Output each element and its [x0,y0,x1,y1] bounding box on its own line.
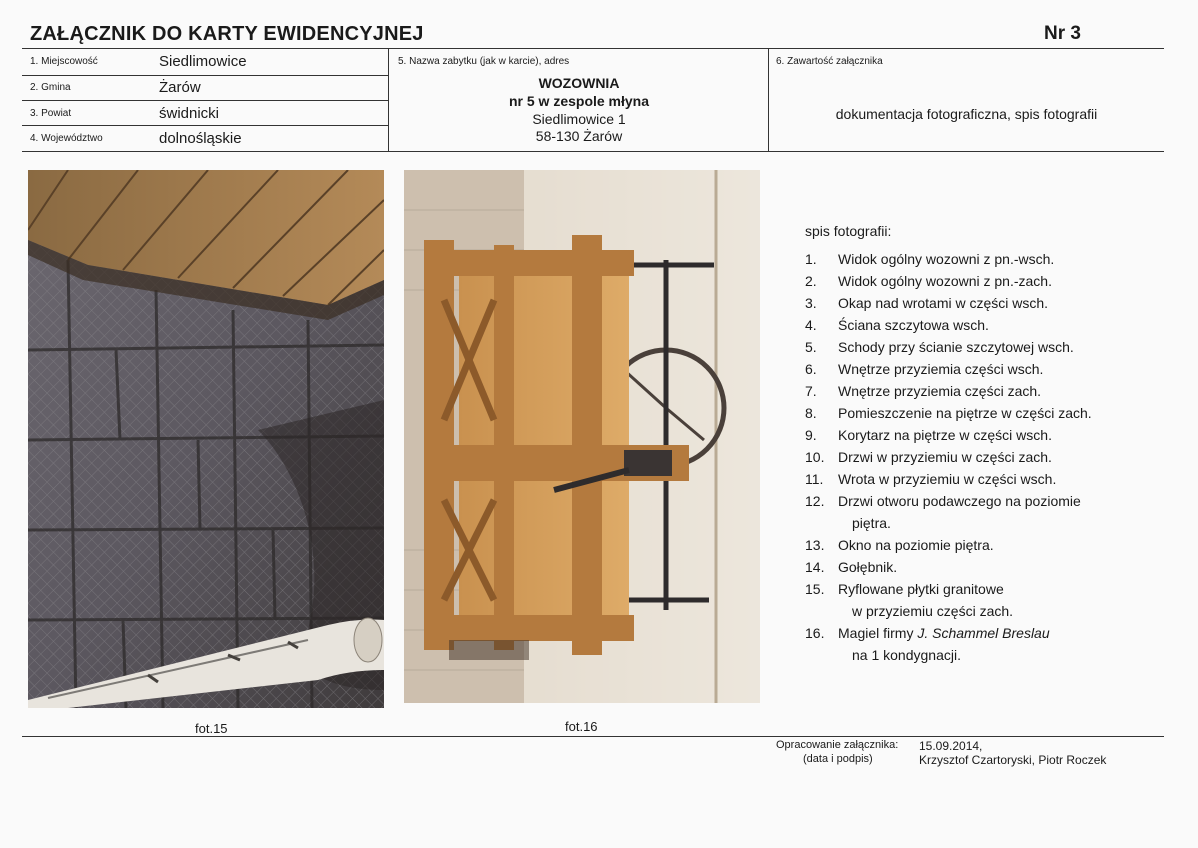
photo-list-text [838,314,1127,336]
field-value-locality: Siedlimowice [159,53,247,70]
photo-list-text [838,578,1127,622]
field-label-voivodeship: 4. Województwo [30,133,103,144]
contents-label: 6. Zawartość załącznika [776,56,883,67]
photo-list-continuation: w przyziemiu części zach. [852,603,1014,619]
photo-list-text [838,468,1127,490]
photo-list-item [805,468,1127,490]
photo-list-text [838,622,1127,666]
photo-list-description: Wnętrze przyziemia części wsch. [838,361,1044,377]
photo-list-item [805,490,1127,534]
field-label-county: 3. Powiat [30,108,72,119]
photo-list-description: Ryflowane płytki granitowe [838,581,1004,597]
row-rule [22,75,388,76]
photo-list-number: 11. [805,471,824,487]
photo-list-text [838,380,1127,402]
document-title: ZAŁĄCZNIK DO KARTY EWIDENCYJNEJ [30,23,424,45]
photo-list-description: Okno na poziomie piętra. [838,537,994,553]
field-value-county: świdnicki [159,105,220,122]
photo-list-heading: spis fotografii: [805,223,892,239]
photo-list-text [838,292,1127,314]
photo-list-description: Magiel firmy [838,625,918,641]
photo-list-number: 13. [805,537,825,553]
monument-city: 58-130 Żarów [535,128,623,144]
photo-list-text [838,534,1127,556]
photo-list-item [805,358,1127,380]
photo-list-item [805,622,1127,666]
photo-list-item [805,292,1127,314]
photo-list-text [838,270,1127,292]
row-rule [22,100,388,101]
photo-list-item [805,424,1127,446]
photo-list-number: 7. [805,383,817,399]
top-rule [22,48,1164,49]
prepared-authors: Krzysztof Czartoryski, Piotr Roczek [919,753,1107,767]
photo-list-description: Okap nad wrotami w części wsch. [838,295,1049,311]
photo-list-item [805,556,1127,578]
photo-caption: fot.15 [195,721,228,736]
photo-list-number: 6. [805,361,817,377]
photo-list-description: Drzwi otworu podawczego na poziomie [838,493,1081,509]
photo-list-number: 4. [805,317,817,333]
monument-label: 5. Nazwa zabytku (jak w karcie), adres [398,56,570,67]
photo-list-description: Schody przy ścianie szczytowej wsch. [838,339,1074,355]
field-value-commune: Żarów [159,79,201,96]
floor-tiles-photo [28,170,384,708]
photo-list-number: 8. [805,405,817,421]
footer-rule [22,736,1164,737]
contents-value: dokumentacja fotograficzna, spis fotografii [835,106,1098,122]
photo-list-item [805,270,1127,292]
field-label-locality: 1. Miejscowość [30,56,98,67]
attachment-number: Nr 3 [1044,23,1081,44]
photo-list-item [805,248,1127,270]
monument-street: Siedlimowice 1 [532,111,626,127]
photo-list-number: 15. [805,581,825,597]
photo-list-text [838,556,1127,578]
mangle-photo [404,170,760,703]
photo-list-item [805,446,1127,468]
photo-list-item [805,578,1127,622]
photo-list-description: Wrota w przyziemiu w części wsch. [838,471,1057,487]
photo-list-number: 9. [805,427,817,443]
date-signature-label: (data i podpis) [803,753,873,765]
monument-subname: nr 5 w zespole młyna [508,93,650,109]
photo-list-number: 5. [805,339,817,355]
prepared-date: 15.09.2014, [919,739,983,753]
photo-list-text [838,336,1127,358]
photo-list-number: 14. [805,559,825,575]
photo-list-description: Ściana szczytowa wsch. [838,317,989,333]
photo-caption: fot.16 [565,719,598,734]
photo-list-item [805,336,1127,358]
photo-list-number: 10. [805,449,825,465]
photo-list-continuation: piętra. [852,515,891,531]
photo-list-text [838,358,1127,380]
photo-list-item [805,380,1127,402]
photo-list-number: 12. [805,493,825,509]
photo-list-description: Widok ogólny wozowni z pn.-wsch. [838,251,1055,267]
row-rule [22,125,388,126]
field-value-voivodeship: dolnośląskie [159,130,242,147]
photo-list-description: Widok ogólny wozowni z pn.-zach. [838,273,1052,289]
photo-list-text [838,402,1127,424]
photo-list-text [838,446,1127,468]
header-bottom-rule [22,151,1164,152]
photo-list-text [838,424,1127,446]
photo-list-description: Wnętrze przyziemia części zach. [838,383,1042,399]
photo-list-number: 3. [805,295,817,311]
photo-list-description: Pomieszczenie na piętrze w części zach. [838,405,1092,421]
prepared-by-label: Opracowanie załącznika: [776,739,899,751]
photo-list-item [805,534,1127,556]
photo-list-item [805,402,1127,424]
photo-list-description: Gołębnik. [838,559,898,575]
monument-name: WOZOWNIA [538,75,620,91]
photo-list-item [805,314,1127,336]
field-label-commune: 2. Gmina [30,82,71,93]
photo-list-number: 2. [805,273,817,289]
photo-list-text [838,490,1127,534]
photo-list-number: 1. [805,251,817,267]
photo-list-description: Drzwi w przyziemiu w części zach. [838,449,1052,465]
manufacturer-name: J. Schammel Breslau [917,625,1050,641]
photo-list-description: Korytarz na piętrze w części wsch. [838,427,1052,443]
photo-list-text [838,248,1127,270]
photo-list-number: 16. [805,625,825,641]
photo-list [805,248,1127,666]
photo-list-continuation: na 1 kondygnacji. [852,647,961,663]
